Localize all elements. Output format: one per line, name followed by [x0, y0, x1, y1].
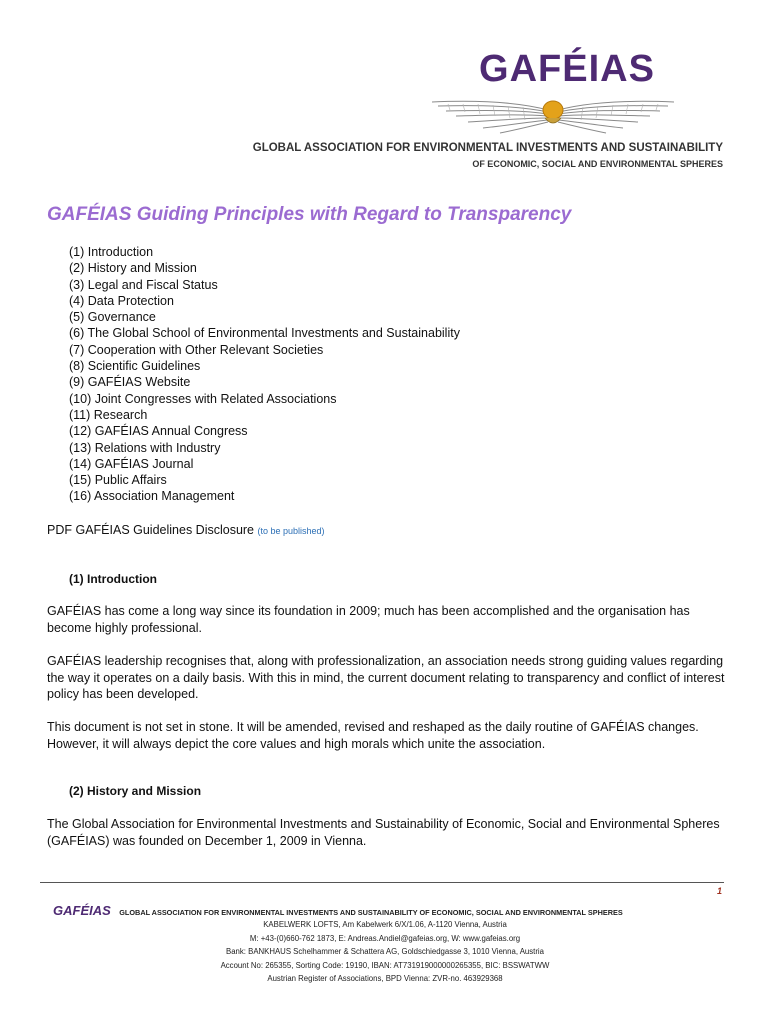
toc-item[interactable]: (12) GAFÉIAS Annual Congress [69, 424, 248, 439]
toc-item[interactable]: (4) Data Protection [69, 293, 174, 308]
toc-item[interactable]: (11) Research [69, 407, 148, 422]
pdf-disclosure-line [47, 523, 325, 537]
toc-item[interactable]: (1) Introduction [69, 245, 154, 259]
paragraph: GAFÉIAS has come a long way since its foundation in 2009; much has been accomplished and the organisation has become highly professional. [47, 604, 690, 635]
footer-contact-info: M: +43-(0)660-762 1873, E: Andreas.Andiel@gafeias.org, W: www.gafeias.org [249, 933, 521, 943]
toc-item[interactable]: (16) Association Management [69, 489, 235, 504]
toc-item[interactable]: (6) The Global School of Environmental Investments and Sustainability [69, 326, 460, 341]
logo [420, 48, 690, 91]
footer-brand: GAFÉIAS [53, 903, 111, 918]
toc-item[interactable]: (2) History and Mission [69, 261, 197, 276]
toc-item[interactable]: (15) Public Affairs [69, 473, 167, 488]
page-title: GAFÉIAS Guiding Principles with Regard to Transparency [47, 204, 572, 225]
footer-address: KABELWERK LOFTS, Am Kabelwerk 6/X/1.06, A-1120 Vienna, Austria [263, 920, 507, 929]
toc-item[interactable]: (9) GAFÉIAS Website [69, 375, 191, 390]
toc-item[interactable]: (13) Relations with Industry [69, 440, 221, 455]
org-subtitle: OF ECONOMIC, SOCIAL AND ENVIRONMENTAL SPHERES [472, 159, 723, 169]
paragraph: The Global Association for Environmental Investments and Sustainability of Economic, Social and Environmental Spheres (GAFÉIAS) was founded on December 1, 2009 in Vienna. [47, 817, 720, 848]
toc-item[interactable]: (7) Cooperation with Other Relevant Societies [69, 342, 324, 357]
footer-bank: Bank: BANKHAUS Schelhammer & Schattera AG, Goldschiedgasse 3, 1010 Vienna, Austria [226, 947, 544, 956]
winged-sun-icon [428, 96, 678, 136]
table-of-contents [69, 244, 460, 505]
footer-divider [40, 882, 724, 883]
paragraph: GAFÉIAS leadership recognises that, along with professionalization, an association needs strong guiding values regarding the way it operates on a daily basis. With this in mind, the current document relating to transparency and conflict of interest policy has been developed. [47, 654, 725, 701]
footer-org-name: GLOBAL ASSOCIATION FOR ENVIRONMENTAL INVESTMENTS AND SUSTAINABILITY OF ECONOMIC, SOCIAL AND ENVIRONMENTAL SPHERES [119, 908, 623, 917]
pdf-disclosure-link[interactable]: PDF GAFÉIAS Guidelines Disclosure [47, 523, 255, 537]
section-heading-introduction: (1) Introduction [69, 572, 157, 586]
logo-text: GAFÉIAS [479, 48, 655, 90]
toc-item[interactable]: (14) GAFÉIAS Journal [69, 456, 194, 471]
toc-item[interactable]: (3) Legal and Fiscal Status [69, 277, 218, 292]
footer-account: Account No: 265355, Sorting Code: 19190, IBAN: AT731919000000265355, BIC: BSSWATWW [220, 960, 550, 970]
org-name: GLOBAL ASSOCIATION FOR ENVIRONMENTAL INVESTMENTS AND SUSTAINABILITY [252, 142, 723, 154]
page-number: 1 [716, 886, 722, 896]
toc-item[interactable]: (5) Governance [69, 310, 156, 325]
section-heading-history: (2) History and Mission [69, 784, 202, 798]
toc-item[interactable]: (10) Joint Congresses with Related Associations [69, 391, 337, 406]
footer-contact [0, 918, 770, 986]
paragraph: This document is not set in stone. It will be amended, revised and reshaped as the daily routine of GAFÉIAS changes. However, it will always depict the core values and high morals which unite the association. [47, 720, 699, 751]
pdf-disclosure-note: (to be published) [257, 526, 325, 536]
footer-register: Austrian Register of Associations, BPD Vienna: ZVR-no. 463929368 [267, 974, 503, 983]
toc-item[interactable]: (8) Scientific Guidelines [69, 359, 201, 374]
